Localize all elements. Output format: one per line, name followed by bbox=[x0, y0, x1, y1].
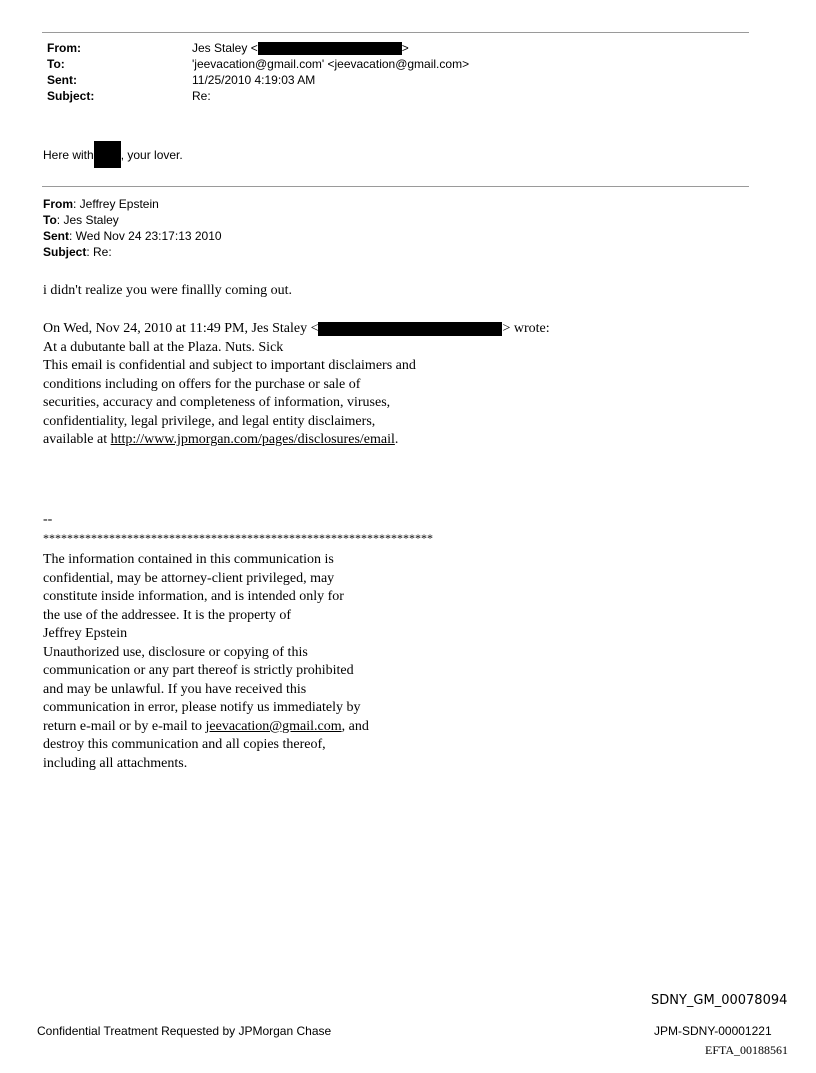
disclaimer-line: destroy this communication and all copies thereof, bbox=[43, 737, 326, 752]
fwd-subject-label: Subject bbox=[43, 245, 87, 259]
link-after: . bbox=[394, 432, 399, 447]
redaction-box bbox=[94, 141, 121, 168]
fwd-to-label: To bbox=[43, 213, 57, 227]
disclaimer-return-line bbox=[43, 718, 433, 737]
disclaimer-line: communication or any part thereof is strictly prohibited bbox=[43, 663, 354, 678]
signature-dashes: -- bbox=[43, 512, 53, 527]
header-subject-row bbox=[47, 88, 469, 104]
to-label: To: bbox=[47, 57, 65, 71]
disclaimer-line: confidential, may be attorney-client privileged, may bbox=[43, 570, 335, 586]
quote-line: At a dubutante ball at the Plaza. Nuts. Sick bbox=[43, 339, 284, 355]
disclaimer-line: and may be unlawful. If you have received this bbox=[43, 681, 307, 697]
fwd-sent-label: Sent bbox=[43, 229, 70, 243]
bates-number-gm: SDNY_GM_00078094 bbox=[651, 993, 788, 1008]
bates-number-efta: EFTA_00188561 bbox=[705, 1043, 789, 1057]
fwd-sent-value: : Wed Nov 24 23:17:13 2010 bbox=[69, 229, 222, 243]
signature-block bbox=[43, 511, 433, 773]
quote-line: conditions including on offers for the purchase or sale of bbox=[43, 376, 361, 392]
bates-number-jpm: JPM-SDNY-00001221 bbox=[654, 1024, 772, 1038]
disclosures-link[interactable]: http://www.jpmorgan.com/pages/disclosures/email bbox=[110, 432, 395, 447]
email-header bbox=[47, 40, 469, 104]
quote-line: This email is confidential and subject to important disclaimers and bbox=[43, 358, 416, 373]
disclaimer-line: including all attachments. bbox=[43, 755, 188, 771]
return-after: , and bbox=[341, 718, 369, 734]
mid-divider bbox=[42, 186, 749, 187]
disclaimer-line: The information contained in this communication is bbox=[43, 552, 334, 567]
subject-label: Subject: bbox=[47, 89, 95, 103]
quote-intro-after: > wrote: bbox=[502, 321, 550, 336]
fwd-sent-row bbox=[43, 228, 222, 244]
redaction-box bbox=[318, 322, 502, 336]
disclaimer-line: constitute inside information, and is intended only for bbox=[43, 589, 344, 604]
fwd-to-row bbox=[43, 212, 222, 228]
quote-line: confidentiality, legal privilege, and legal entity disclaimers, bbox=[43, 413, 376, 429]
disclaimer-line: the use of the addressee. It is the property of bbox=[43, 607, 292, 623]
header-from-row bbox=[47, 40, 469, 56]
intro-after: , your lover. bbox=[120, 147, 183, 162]
fwd-from-row bbox=[43, 196, 222, 212]
redaction-box bbox=[258, 42, 402, 55]
fwd-subject-value: : Re: bbox=[86, 245, 112, 259]
from-value bbox=[192, 40, 409, 56]
quote-intro-before: On Wed, Nov 24, 2010 at 11:49 PM, Jes Staley < bbox=[43, 321, 319, 336]
quote-line-available bbox=[43, 431, 550, 450]
email-link[interactable]: jeevacation@gmail.com bbox=[205, 718, 342, 734]
message-body bbox=[43, 282, 292, 301]
from-name: Jes Staley < bbox=[192, 41, 258, 55]
subject-value: Re: bbox=[192, 89, 211, 103]
disclaimer-line: Jeffrey Epstein bbox=[43, 626, 128, 641]
signature-stars: ***************************************************************** bbox=[43, 531, 433, 545]
top-divider bbox=[42, 32, 749, 33]
header-sent-row bbox=[47, 72, 469, 88]
sent-label: Sent: bbox=[47, 73, 77, 87]
quote-intro bbox=[43, 320, 550, 339]
return-before: return e-mail or by e-mail to bbox=[43, 718, 206, 734]
intro-line bbox=[43, 141, 183, 168]
confidential-notice: Confidential Treatment Requested by JPMorgan Chase bbox=[37, 1024, 332, 1038]
from-label: From: bbox=[47, 41, 81, 55]
header-to-row bbox=[47, 56, 469, 72]
quoted-message bbox=[43, 320, 550, 450]
fwd-from-value: : Jeffrey Epstein bbox=[73, 197, 159, 211]
fwd-from-label: From bbox=[43, 197, 73, 211]
sent-value: 11/25/2010 4:19:03 AM bbox=[192, 73, 316, 87]
disclaimer-line: communication in error, please notify us immediately by bbox=[43, 700, 361, 715]
intro-before: Here with bbox=[43, 147, 94, 162]
quote-line: securities, accuracy and completeness of information, viruses, bbox=[43, 395, 391, 410]
from-close: > bbox=[401, 41, 409, 55]
forwarded-header bbox=[43, 196, 222, 260]
available-at-text: available at bbox=[43, 432, 111, 447]
fwd-to-value: : Jes Staley bbox=[56, 213, 119, 227]
disclaimer-line: Unauthorized use, disclosure or copying of this bbox=[43, 644, 308, 660]
body-line: i didn't realize you were finallly coming out. bbox=[43, 283, 293, 298]
fwd-subject-row bbox=[43, 244, 222, 260]
to-value: 'jeevacation@gmail.com' <jeevacation@gmail.com> bbox=[192, 57, 470, 71]
